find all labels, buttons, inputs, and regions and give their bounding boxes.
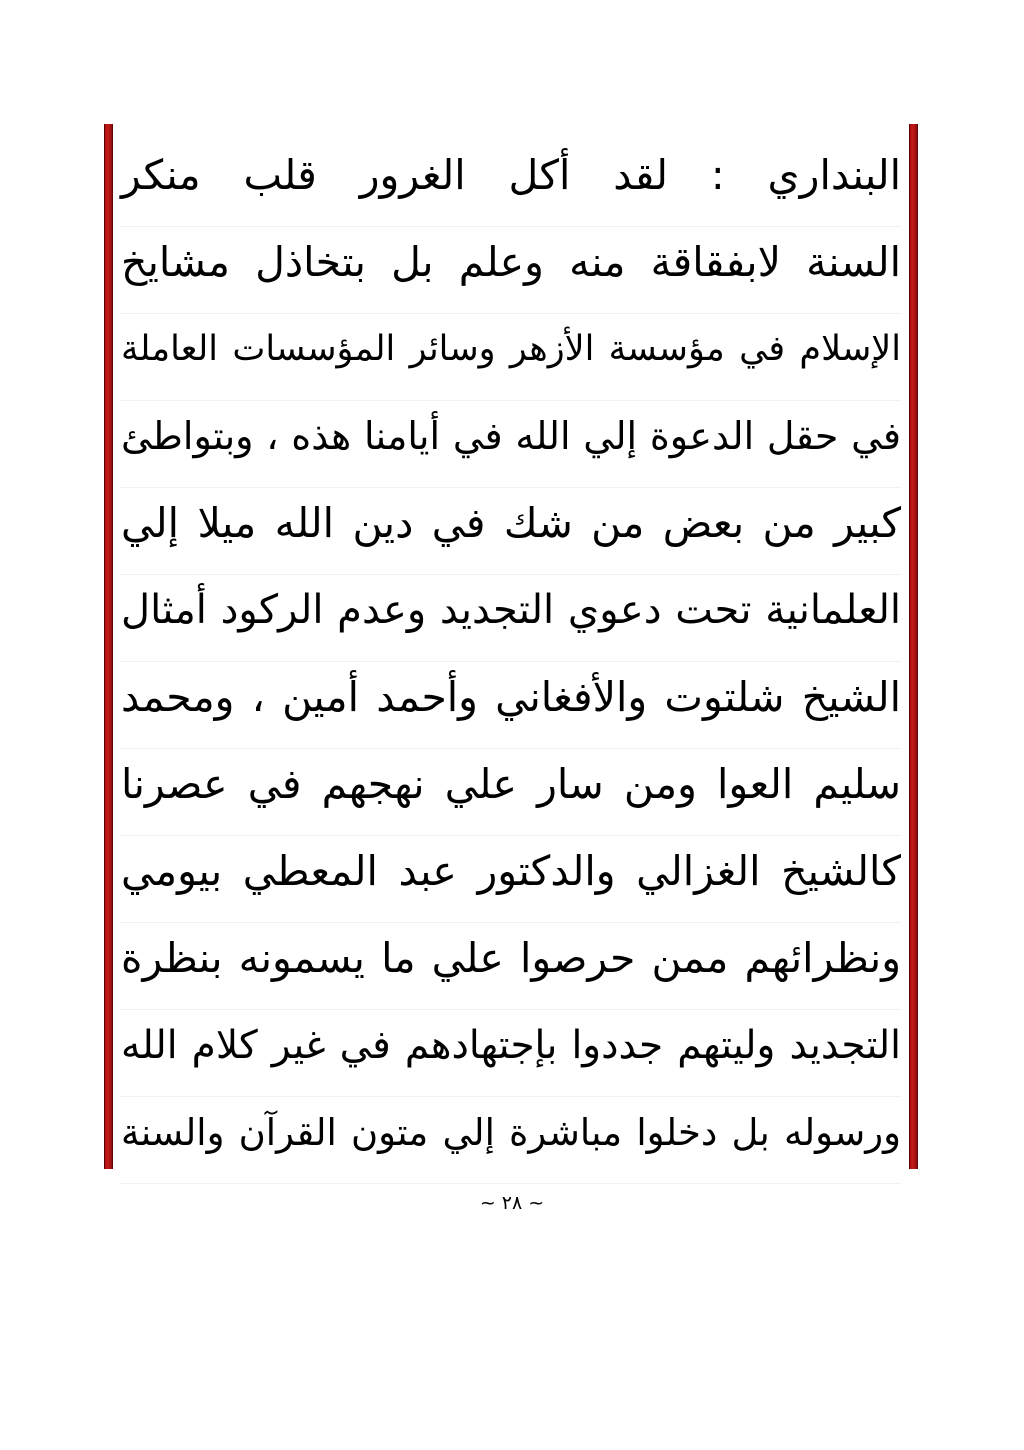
line-8-text: سليم العوا ومن سار علي نهجهم في عصرنا [121, 760, 901, 808]
line-4-text: في حقل الدعوة إلي الله في أيامنا هذه ، وبتواطئ [121, 414, 901, 458]
line-6-text: العلمانية تحت دعوي التجديد وعدم الركود أمثال [121, 587, 901, 633]
line-10-text: ونظرائهم ممن حرصوا علي ما يسمونه بنظرة [121, 934, 901, 982]
line-9-text: كالشيخ الغزالي والدكتور عبد المعطي بيومي [121, 847, 901, 895]
line-12-text: ورسوله بل دخلوا مباشرة إلي متون القرآن والسنة [121, 1111, 901, 1154]
page-number: ~ ٢٨ ~ [479, 1192, 545, 1214]
line-2-text: السنة لابفقاقة منه وعلم بل بتخاذل مشايخ [121, 238, 901, 286]
line-5-text: كبير من بعض من شك في دين الله ميلا إلي [121, 499, 901, 547]
body-text [113, 124, 909, 1169]
line-7-text: الشيخ شلتوت والأفغاني وأحمد أمين ، ومحمد [121, 673, 901, 721]
line-1-text: البنداري : لقد أكل الغرور قلب منكر [121, 151, 901, 199]
line-3-text: الإسلام في مؤسسة الأزهر وسائر المؤسسات العاملة [121, 329, 901, 369]
text-line [121, 1081, 901, 1184]
line-11-text: التجديد وليتهم جددوا بإجتهادهم في غير كلام الله [121, 1023, 901, 1068]
right-frame-border [909, 124, 918, 1169]
left-frame-border [104, 124, 113, 1169]
